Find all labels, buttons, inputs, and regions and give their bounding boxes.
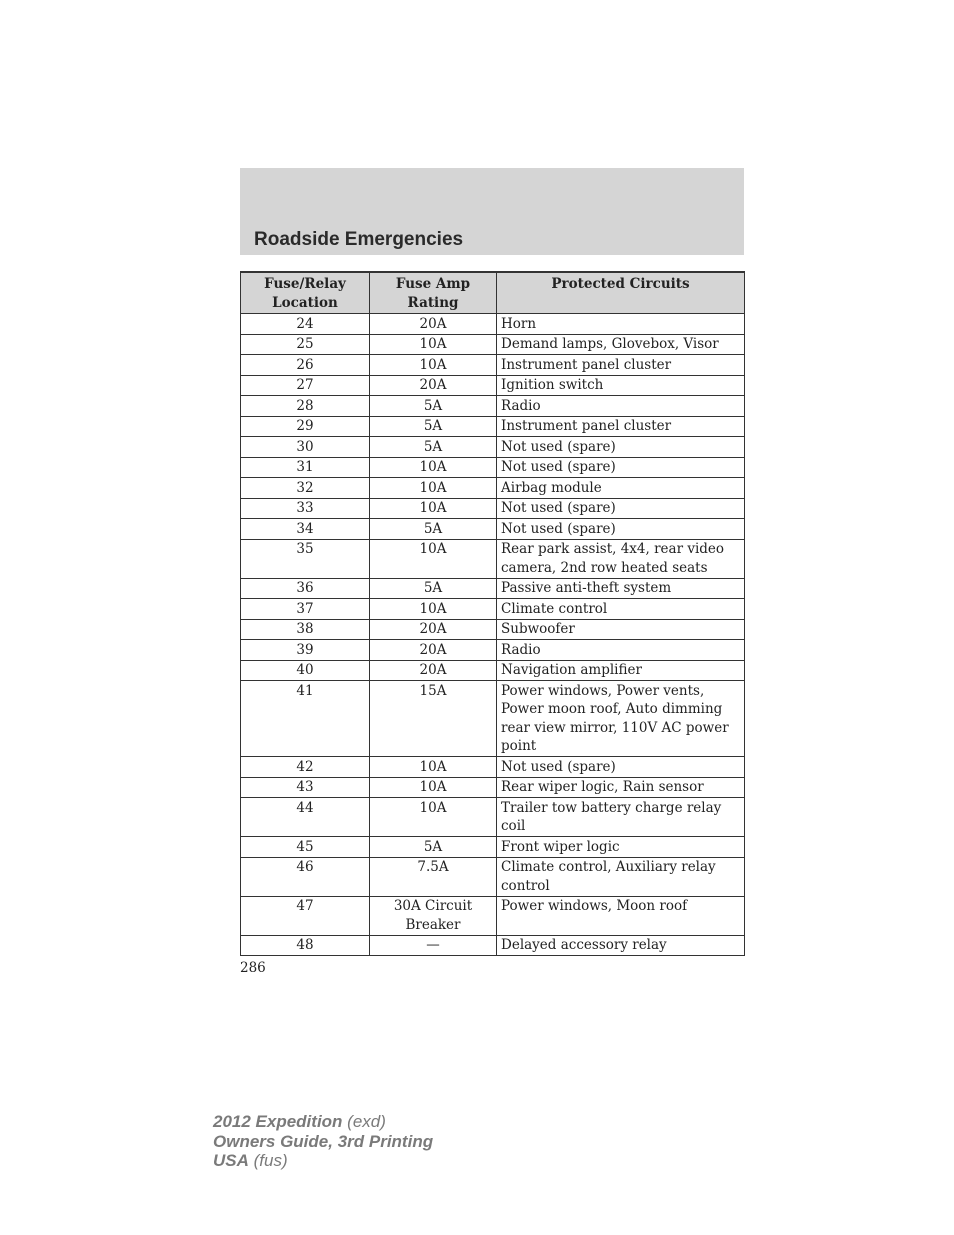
fuse-table-header [241, 272, 745, 314]
protected-circuits-cell: Delayed accessory relay [497, 935, 745, 956]
fuse-amp-cell: 5A [370, 416, 497, 437]
protected-circuits-cell: Rear wiper logic, Rain sensor [497, 777, 745, 798]
protected-circuits-cell: Ignition switch [497, 375, 745, 396]
table-row [241, 660, 745, 681]
fuse-amp-cell: 10A [370, 757, 497, 778]
fuse-location-cell: 41 [241, 681, 370, 757]
fuse-location-cell: 29 [241, 416, 370, 437]
section-title: Roadside Emergencies [254, 229, 464, 250]
protected-circuits-cell: Instrument panel cluster [497, 355, 745, 376]
footer-market: USA [213, 1151, 249, 1170]
table-row [241, 619, 745, 640]
table-row [241, 640, 745, 661]
fuse-location-cell: 32 [241, 478, 370, 499]
footer-model-code: (exd) [347, 1112, 386, 1131]
fuse-location-cell: 31 [241, 457, 370, 478]
fuse-location-cell: 40 [241, 660, 370, 681]
protected-circuits-cell: Climate control [497, 599, 745, 620]
table-row [241, 416, 745, 437]
fuse-location-cell: 24 [241, 314, 370, 335]
fuse-location-cell: 27 [241, 375, 370, 396]
table-row [241, 935, 745, 956]
fuse-location-cell: 30 [241, 437, 370, 458]
header-fuse-relay-location: Fuse/Relay Location [241, 272, 370, 314]
table-row [241, 478, 745, 499]
fuse-amp-cell: 5A [370, 578, 497, 599]
table-row [241, 396, 745, 417]
fuse-amp-cell: 20A [370, 375, 497, 396]
protected-circuits-cell: Not used (spare) [497, 457, 745, 478]
protected-circuits-cell: Not used (spare) [497, 757, 745, 778]
fuse-location-cell: 45 [241, 837, 370, 858]
fuse-location-cell: 43 [241, 777, 370, 798]
fuse-location-cell: 37 [241, 599, 370, 620]
fuse-table-body [241, 314, 745, 956]
fuse-amp-cell: 5A [370, 519, 497, 540]
footer-line-3 [213, 1151, 433, 1171]
protected-circuits-cell: Passive anti-theft system [497, 578, 745, 599]
protected-circuits-cell: Horn [497, 314, 745, 335]
table-row [241, 837, 745, 858]
footer-guide: Owners Guide, 3rd Printing [213, 1131, 434, 1151]
fuse-amp-cell: 20A [370, 619, 497, 640]
protected-circuits-cell: Trailer tow battery charge relay coil [497, 798, 745, 837]
fuse-amp-cell: 20A [370, 660, 497, 681]
table-row [241, 798, 745, 837]
fuse-location-cell: 33 [241, 498, 370, 519]
fuse-location-cell: 35 [241, 539, 370, 578]
fuse-amp-cell: 10A [370, 798, 497, 837]
table-row [241, 599, 745, 620]
protected-circuits-cell: Not used (spare) [497, 437, 745, 458]
protected-circuits-cell: Power windows, Moon roof [497, 896, 745, 935]
fuse-amp-cell: 10A [370, 599, 497, 620]
fuse-location-cell: 26 [241, 355, 370, 376]
table-row [241, 777, 745, 798]
table-row [241, 314, 745, 335]
header-fuse-amp-rating: Fuse Amp Rating [370, 272, 497, 314]
fuse-amp-cell: 7.5A [370, 857, 497, 896]
fuse-location-cell: 39 [241, 640, 370, 661]
protected-circuits-cell: Radio [497, 396, 745, 417]
fuse-amp-cell: 20A [370, 640, 497, 661]
table-row [241, 334, 745, 355]
fuse-location-cell: 42 [241, 757, 370, 778]
fuse-amp-cell: 10A [370, 498, 497, 519]
fuse-amp-cell: 5A [370, 437, 497, 458]
protected-circuits-cell: Airbag module [497, 478, 745, 499]
section-header-band [240, 168, 744, 255]
fuse-location-cell: 28 [241, 396, 370, 417]
fuse-amp-cell: 15A [370, 681, 497, 757]
footer-line-1 [213, 1112, 433, 1132]
table-row [241, 498, 745, 519]
table-row [241, 457, 745, 478]
fuse-location-cell: 48 [241, 935, 370, 956]
fuse-location-cell: 25 [241, 334, 370, 355]
footer-market-code: (fus) [253, 1151, 288, 1170]
fuse-amp-cell: 10A [370, 334, 497, 355]
fuse-table [240, 271, 745, 956]
fuse-amp-cell: — [370, 935, 497, 956]
table-row [241, 857, 745, 896]
protected-circuits-cell: Demand lamps, Glovebox, Visor [497, 334, 745, 355]
protected-circuits-cell: Not used (spare) [497, 519, 745, 540]
fuse-location-cell: 34 [241, 519, 370, 540]
footer-model: 2012 Expedition [213, 1112, 343, 1131]
table-row [241, 578, 745, 599]
fuse-amp-cell: 20A [370, 314, 497, 335]
table-row [241, 539, 745, 578]
page-number: 286 [240, 960, 266, 976]
fuse-amp-cell: 10A [370, 478, 497, 499]
footer-publication-info [213, 1112, 433, 1171]
fuse-amp-cell: 10A [370, 355, 497, 376]
fuse-amp-cell: 10A [370, 457, 497, 478]
protected-circuits-cell: Radio [497, 640, 745, 661]
table-row [241, 437, 745, 458]
header-protected-circuits: Protected Circuits [497, 272, 745, 314]
fuse-amp-cell: 30A Circuit Breaker [370, 896, 497, 935]
protected-circuits-cell: Navigation amplifier [497, 660, 745, 681]
protected-circuits-cell: Not used (spare) [497, 498, 745, 519]
fuse-amp-cell: 5A [370, 396, 497, 417]
fuse-location-cell: 36 [241, 578, 370, 599]
protected-circuits-cell: Rear park assist, 4x4, rear video camera, 2nd row heated seats [497, 539, 745, 578]
table-row [241, 681, 745, 757]
fuse-location-cell: 38 [241, 619, 370, 640]
footer-line-2 [213, 1132, 433, 1152]
table-row [241, 375, 745, 396]
protected-circuits-cell: Instrument panel cluster [497, 416, 745, 437]
table-row [241, 355, 745, 376]
protected-circuits-cell: Climate control, Auxiliary relay control [497, 857, 745, 896]
table-row [241, 757, 745, 778]
protected-circuits-cell: Front wiper logic [497, 837, 745, 858]
protected-circuits-cell: Subwoofer [497, 619, 745, 640]
fuse-amp-cell: 10A [370, 539, 497, 578]
table-row [241, 896, 745, 935]
fuse-amp-cell: 5A [370, 837, 497, 858]
fuse-location-cell: 44 [241, 798, 370, 837]
table-row [241, 519, 745, 540]
protected-circuits-cell: Power windows, Power vents, Power moon roof, Auto dimming rear view mirror, 110V AC power point [497, 681, 745, 757]
fuse-amp-cell: 10A [370, 777, 497, 798]
fuse-location-cell: 47 [241, 896, 370, 935]
fuse-location-cell: 46 [241, 857, 370, 896]
